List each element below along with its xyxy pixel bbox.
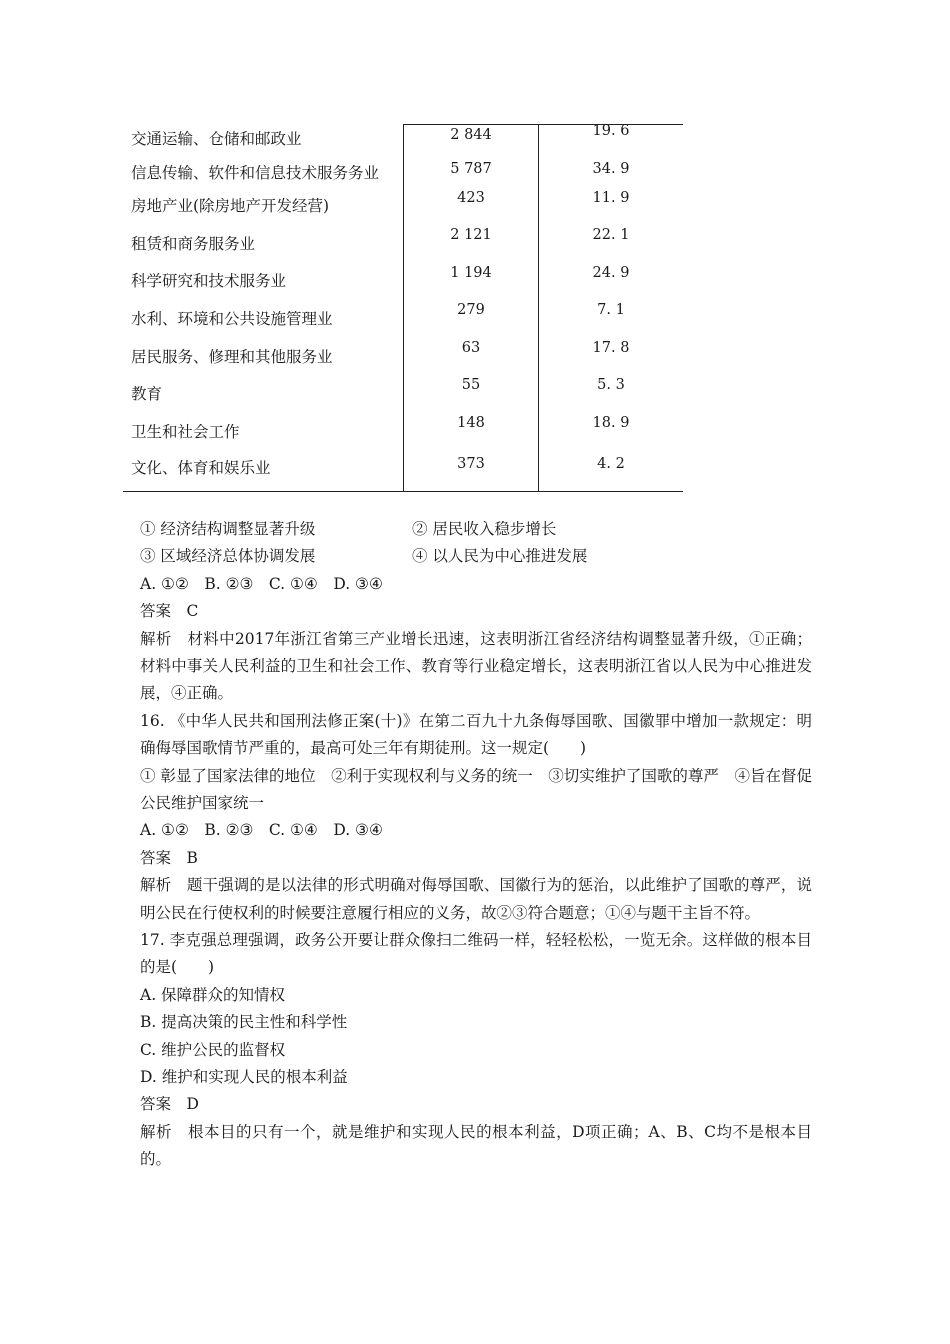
q15-choices: A. ①② B. ②③ C. ①④ D. ③④: [140, 574, 383, 593]
industry-growth: 34. 9: [592, 161, 630, 177]
industry-growth: 7. 1: [597, 302, 625, 318]
industry-name: 卫生和社会工作: [131, 423, 240, 441]
q15-options-row: [140, 516, 812, 543]
q16-options: ① 彰显了国家法律的地位 ②利于实现权利与义务的统一 ③切实维护了国歌的尊严 ④旨在督促公民维护国家统一: [140, 766, 812, 812]
table-row: [123, 159, 683, 189]
industry-value: 279: [457, 302, 485, 318]
industry-growth: 4. 2: [597, 456, 625, 472]
q16-analysis: 解析 题干强调的是以法律的形式明确对侮辱国歌、国徽行为的惩治，以此维护了国歌的尊严，说明公民在行使权利的时候要注意履行相应的义务，故②③符合题意；①④与题干主旨不符。: [140, 876, 812, 922]
table-row: [123, 456, 683, 486]
q17-answer: 答案 D: [140, 1095, 199, 1114]
q15-option-2: ② 居民收入稳步增长: [412, 520, 557, 538]
industry-name: 文化、体育和娱乐业: [131, 459, 271, 477]
industry-value: 63: [461, 340, 481, 356]
industry-growth: 22. 1: [592, 227, 630, 243]
industry-growth: 17. 8: [592, 340, 630, 356]
industry-value: 2 121: [450, 227, 492, 243]
question-content: [140, 516, 812, 1174]
industry-growth: 11. 9: [592, 190, 630, 206]
industry-table: [123, 124, 683, 493]
q15-options-row: [140, 543, 812, 570]
q17-option-b: B. 提高决策的民主性和科学性: [140, 1013, 348, 1032]
table-bottom-rule: [123, 491, 683, 492]
industry-growth: 5. 3: [597, 377, 625, 393]
industry-value: 1 194: [450, 265, 492, 281]
table-row: [123, 415, 683, 448]
q17-stem: 17. 李克强总理强调，政务公开要让群众像扫二维码一样，轻轻松松，一览无余。这样做的根本目的是( ): [140, 931, 812, 977]
q15-option-3: ③ 区域经济总体协调发展: [140, 547, 316, 566]
table-row: [123, 192, 683, 222]
table-row: [123, 267, 683, 297]
industry-value: 2 844: [450, 127, 492, 143]
industry-value: 148: [457, 415, 485, 431]
q17-analysis: 解析 根本目的只有一个，就是维护和实现人民的根本利益，D项正确；A、B、C均不是根本目的。: [140, 1122, 812, 1169]
q15-option-4: ④ 以人民为中心推进发展: [412, 547, 588, 566]
industry-name: 房地产业(除房地产开发经营): [131, 197, 330, 215]
table-row: [123, 340, 683, 373]
industry-name: 科学研究和技术服务业: [131, 272, 287, 290]
q17-option-c: C. 维护公民的监督权: [140, 1040, 286, 1059]
table-row: [123, 124, 683, 154]
industry-value: 5 787: [450, 161, 492, 177]
table-row: [123, 377, 683, 410]
industry-growth: 18. 9: [592, 415, 630, 431]
industry-value: 373: [457, 456, 485, 472]
industry-growth: 24. 9: [592, 265, 630, 281]
industry-growth: 19. 6: [592, 123, 630, 139]
q15-answer: 答案 C: [140, 602, 199, 621]
q17-option-d: D. 维护和实现人民的根本利益: [140, 1067, 348, 1086]
industry-value: 55: [461, 377, 481, 393]
industry-name: 租赁和商务服务业: [131, 235, 256, 253]
q16-stem: 16. 《中华人民共和国刑法修正案(十)》在第二百九十九条侮辱国歌、国徽罪中增加一款规定：明确侮辱国歌情节严重的，最高可处三年有期徒刑。这一规定( ): [140, 711, 812, 758]
table-row: [123, 302, 683, 335]
industry-name: 交通运输、仓储和邮政业: [131, 130, 302, 148]
q15-option-1: ① 经济结构调整显著升级: [140, 520, 316, 538]
q16-choices: A. ①② B. ②③ C. ①④ D. ③④: [140, 821, 383, 840]
industry-value: 423: [457, 190, 485, 206]
industry-name: 教育: [131, 385, 163, 403]
q15-analysis: 解析 材料中2017年浙江省第三产业增长迅速，这表明浙江省经济结构调整显著升级，①正确；材料中事关人民利益的卫生和社会工作、教育等行业稳定增长，这表明浙江省以人民为中心推进发展，④正确。: [140, 629, 812, 703]
q16-answer: 答案 B: [140, 848, 198, 867]
industry-name: 水利、环境和公共设施管理业: [131, 310, 333, 328]
industry-name: 居民服务、修理和其他服务业: [131, 348, 333, 366]
q17-option-a: A. 保障群众的知情权: [140, 985, 286, 1004]
industry-name: 信息传输、软件和信息技术服务务业: [131, 164, 380, 182]
table-row: [123, 227, 683, 260]
